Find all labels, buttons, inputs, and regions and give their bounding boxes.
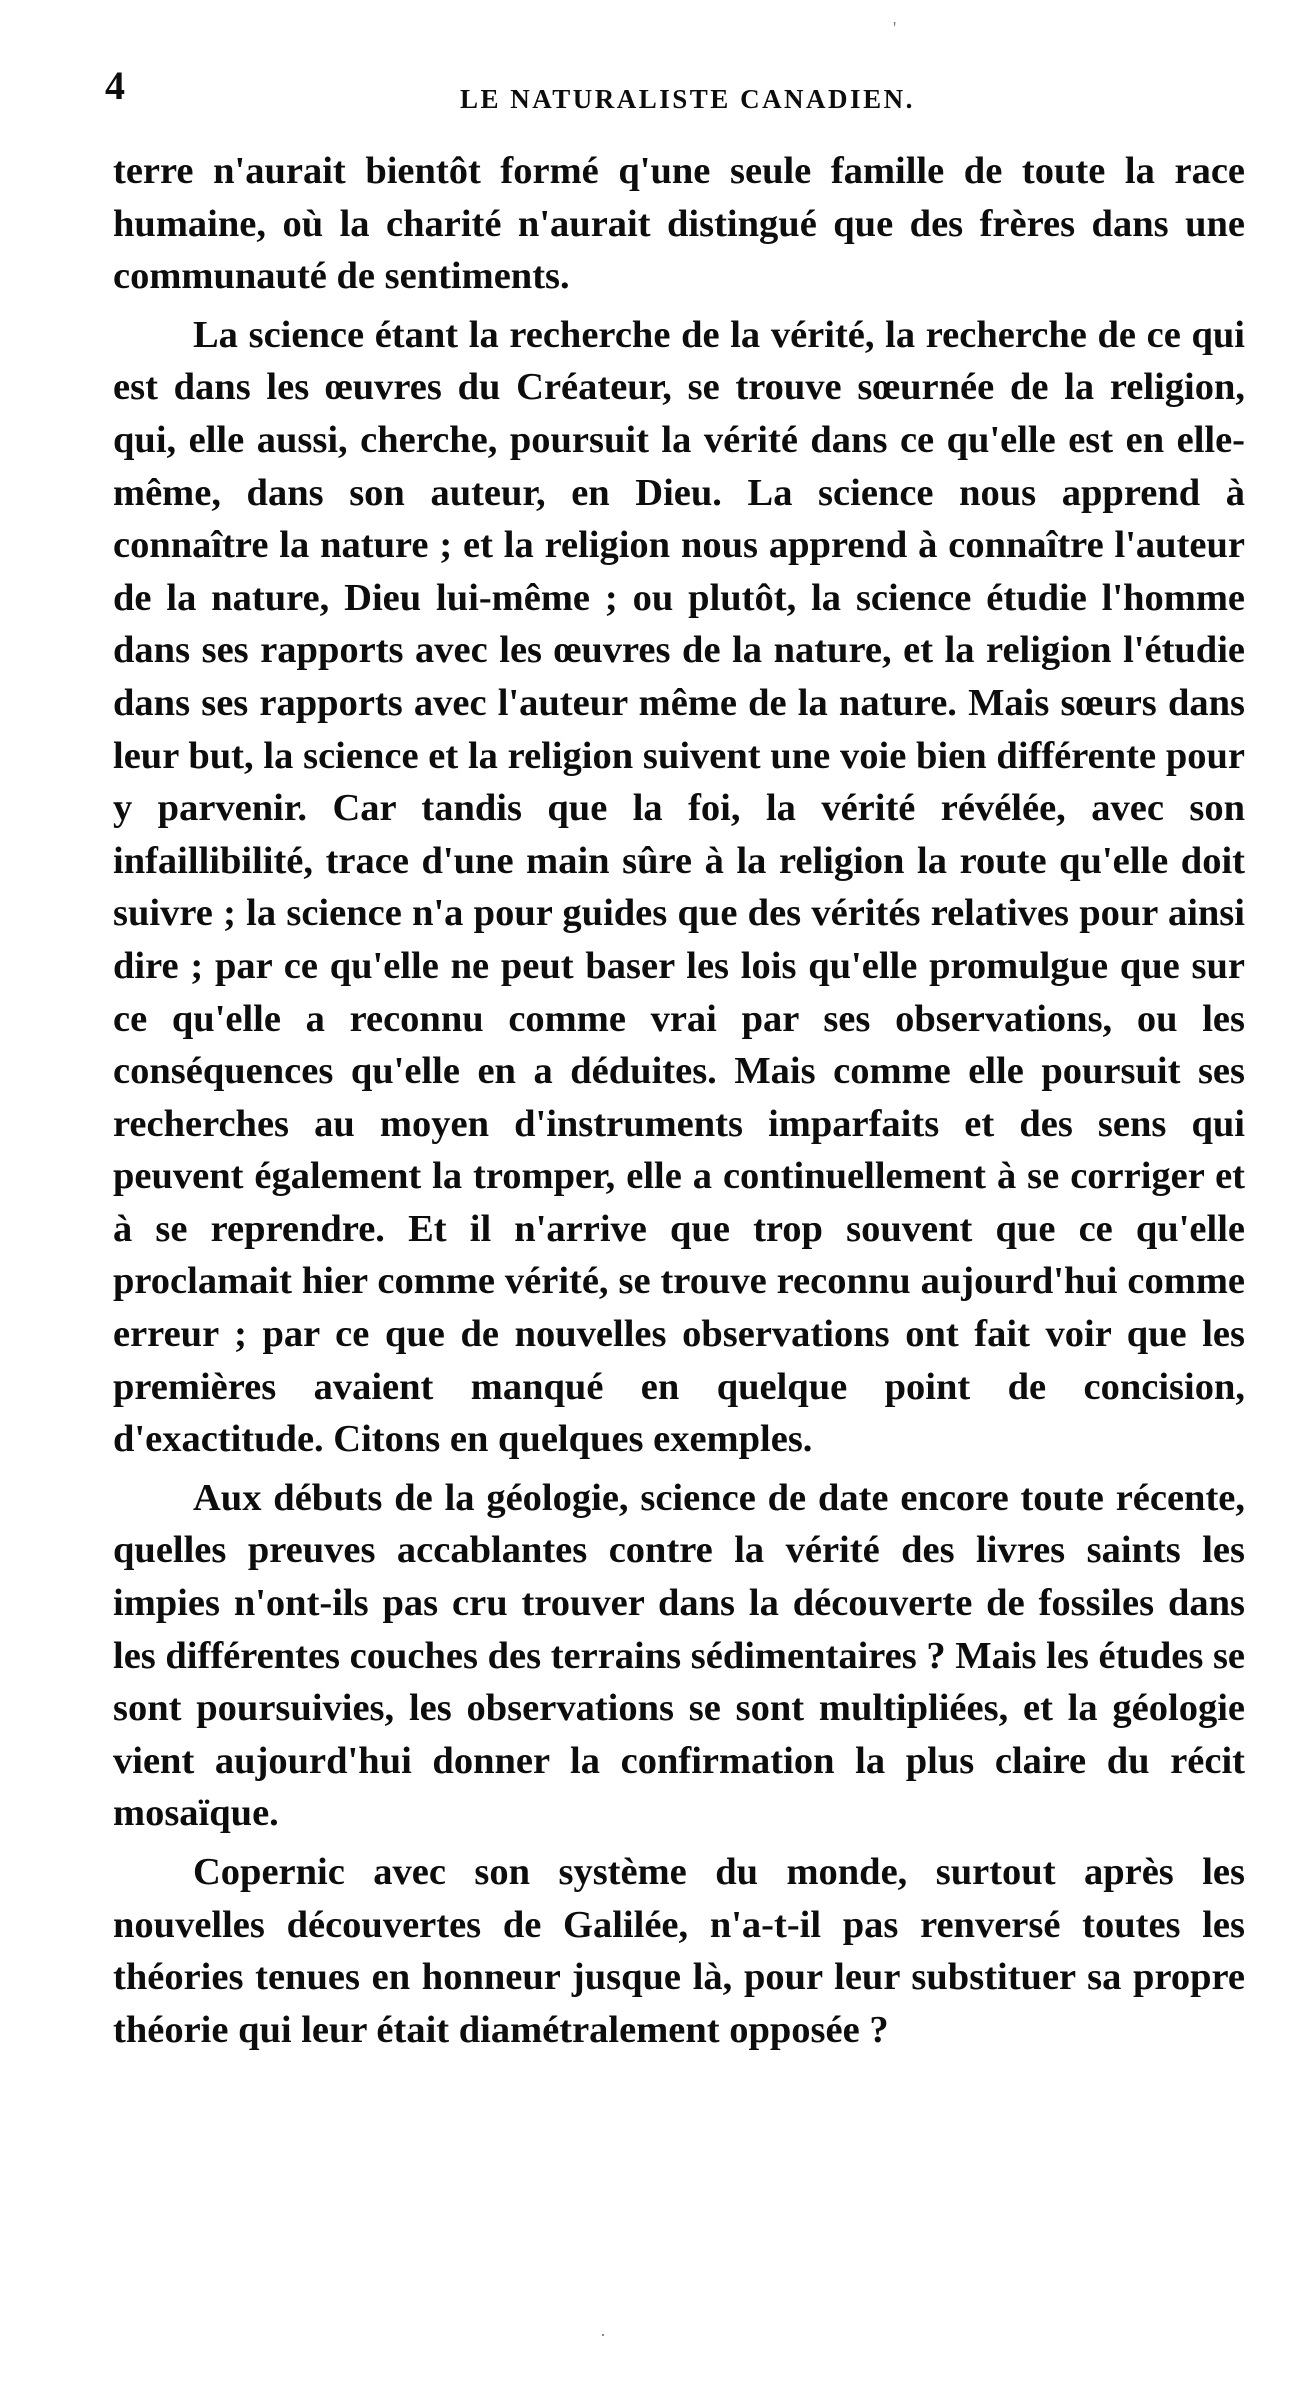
paragraph-continuation: terre n'aurait bientôt formé q'une seule famille de toute la race humaine, où la charité n'aurait distingué que des frères dans une communauté de sentiments. (113, 150, 1245, 298)
body-text (113, 145, 1245, 2056)
print-speck: ' (893, 18, 897, 38)
print-speck: · (600, 2325, 606, 2345)
paragraph-science-religion: La science étant la recherche de la vérité, la recherche de ce qui est dans les œuvres du Créateur, se trouve sœurnée de la religion, qui, elle aussi, cherche, poursuit la vérité dans ce qu'elle est en elle-même, dans son auteur, en Dieu. La science nous apprend à connaître la nature ; et la religion nous apprend à connaître l'auteur de la nature, Dieu lui-même ; ou plutôt, la science étudie l'homme dans ses rapports avec les œuvres de la nature, et la religion l'étudie dans ses rapports avec l'auteur même de la nature. Mais sœurs dans leur but, la science et la religion suivent une voie bien différente pour y parvenir. Car tandis que la foi, la vérité révélée, avec son infaillibilité, trace d'une main sûre à la religion la route qu'elle doit suivre ; la science n'a pour guides que des vérités relatives pour ainsi dire ; par ce qu'elle ne peut baser les lois qu'elle promulgue que sur ce qu'elle a reconnu comme vrai par ses observations, ou les conséquences qu'elle en a déduites. Mais comme elle poursuit ses recherches au moyen d'instruments imparfaits et des sens qui peuvent également la tromper, elle a continuellement à se corriger et à se reprendre. Et il n'arrive que trop souvent que ce qu'elle proclamait hier comme vérité, se trouve reconnu aujourd'hui comme erreur ; par ce que de nouvelles observations ont fait voir que les premières avaient manqué en quelque point de concision, d'exactitude. Citons en quelques exemples. (113, 313, 1245, 1461)
paragraph-geology: Aux débuts de la géologie, science de date encore toute récente, quelles preuves accablantes contre la vérité des livres saints les impies n'ont-ils pas cru trouver dans la découverte de fossiles dans les différentes couches des terrains sédimentaires ? Mais les études se sont poursuivies, les observations se sont multipliées, et la géologie vient aujourd'hui donner la confirmation la plus claire du récit mosaïque. (113, 1476, 1246, 1835)
page-number: 4 (105, 63, 125, 108)
paragraph-copernicus: Copernic avec son système du monde, surtout après les nouvelles découvertes de Galilée, n'a-t-il pas renversé toutes les théories tenues en honneur jusque là, pour leur substituer sa propre théorie qui leur était diamétralement opposée ? (113, 1851, 1245, 2051)
page-header (105, 62, 1235, 122)
running-title: LE NATURALISTE CANADIEN. (460, 84, 915, 114)
